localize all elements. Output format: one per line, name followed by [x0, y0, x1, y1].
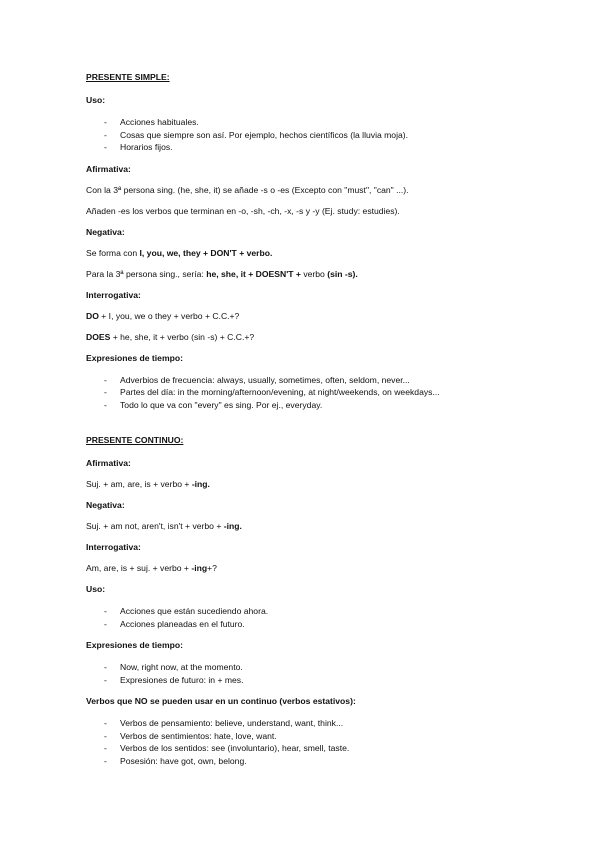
list-marker: - [104, 399, 107, 410]
paragraph-interrogativa-2: DOES + he, she, it + verbo (sin -s) + C.C.+? [86, 331, 255, 342]
list-marker: - [104, 662, 107, 672]
paragraph-negativa-2: Para la 3ª persona sing., sería: he, she, it + DOESN'T + verbo (sin -s). [86, 268, 358, 279]
list-marker: - [104, 117, 107, 127]
paragraph-negativa-1: Se forma con I, you, we, they + DON'T + verbo. [86, 247, 273, 258]
section-title-presente-simple: PRESENTE SIMPLE: [86, 72, 170, 82]
paragraph-interrogativa-1: DO + I, you, we o they + verbo + C.C.+? [86, 310, 240, 321]
list-marker: - [104, 618, 107, 629]
paragraph-negativa: Suj. + am not, aren't, isn't + verbo + -ing. [86, 521, 242, 531]
list-expresiones [86, 374, 556, 412]
list-uso [86, 116, 556, 154]
list-uso [86, 605, 556, 630]
heading-afirmativa: Afirmativa: [86, 458, 131, 468]
heading-uso: Uso: [86, 95, 106, 105]
list-marker: - [104, 374, 107, 385]
list-item: - Adverbios de frecuencia: always, usually, sometimes, often, seldom, never... [104, 374, 410, 385]
list-item: - Verbos de los sentidos: see (involuntario), hear, smell, taste. [104, 743, 350, 753]
list-item: - Acciones que están sucediendo ahora. [104, 606, 269, 616]
list-item: - Expresiones de futuro: in + mes. [104, 674, 244, 685]
list-expresiones [86, 661, 556, 686]
list-marker: - [104, 755, 107, 766]
document-body [86, 72, 556, 777]
heading-uso: Uso: [86, 584, 106, 594]
list-marker: - [104, 743, 107, 753]
list-item: - Horarios fijos. [104, 142, 173, 152]
heading-negativa: Negativa: [86, 226, 125, 237]
list-item: - Cosas que siempre son así. Por ejemplo, hechos científicos (la lluvia moja). [104, 129, 409, 140]
list-marker: - [104, 718, 107, 728]
list-item: - Verbos de sentimientos: hate, love, want. [104, 730, 277, 741]
heading-interrogativa: Interrogativa: [86, 289, 141, 300]
section-title-presente-continuo: PRESENTE CONTINUO: [86, 435, 184, 445]
list-item: - Acciones planeadas en el futuro. [104, 618, 245, 629]
heading-afirmativa: Afirmativa: [86, 163, 131, 174]
list-item: - Acciones habituales. [104, 117, 199, 127]
heading-negativa: Negativa: [86, 500, 125, 510]
list-marker: - [104, 129, 107, 140]
paragraph-afirmativa: Suj. + am, are, is + verbo + -ing. [86, 479, 210, 489]
heading-expresiones: Expresiones de tiempo: [86, 352, 183, 363]
heading-expresiones: Expresiones de tiempo: [86, 640, 183, 650]
list-marker: - [104, 674, 107, 685]
list-marker: - [104, 730, 107, 741]
list-item: - Posesión: have got, own, belong. [104, 755, 247, 766]
list-item: - Todo lo que va con "every" es sing. Por ej., everyday. [104, 399, 323, 410]
section-gap [86, 421, 556, 435]
list-marker: - [104, 606, 107, 616]
list-marker: - [104, 387, 107, 397]
heading-interrogativa: Interrogativa: [86, 542, 141, 552]
heading-verbos-estativos: Verbos que NO se pueden usar en un continuo (verbos estativos): [86, 696, 356, 706]
list-item: - Now, right now, at the momento. [104, 662, 243, 672]
paragraph-afirmativa-1: Con la 3ª persona sing. (he, she, it) se añade -s o -es (Excepto con "must", "can" ...). [86, 184, 409, 195]
paragraph-afirmativa-2: Añaden -es los verbos que terminan en -o, -sh, -ch, -x, -s y -y (Ej. study: estudies). [86, 205, 400, 216]
paragraph-interrogativa: Am, are, is + suj. + verbo + -ing+? [86, 563, 217, 573]
list-item: - Verbos de pensamiento: believe, understand, want, think... [104, 718, 344, 728]
list-item: - Partes del día: in the morning/afternoon/evening, at night/weekends, on weekdays... [104, 387, 440, 397]
list-marker: - [104, 142, 107, 152]
list-verbos-estativos [86, 717, 556, 767]
